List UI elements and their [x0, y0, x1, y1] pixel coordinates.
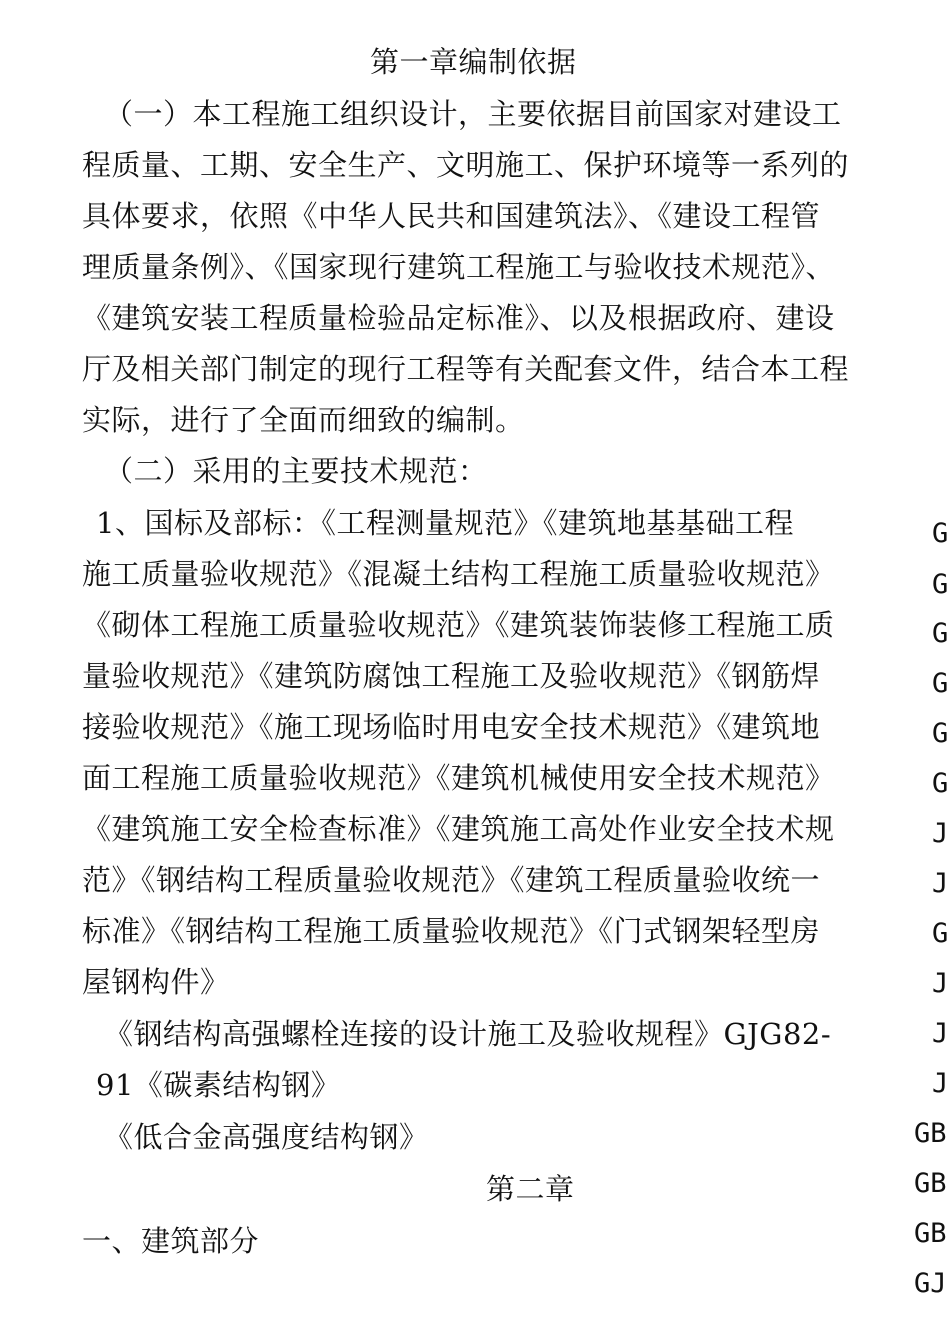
- para3-line: 范》《钢结构工程质量验收规范》《建筑工程质量验收统一: [82, 863, 821, 897]
- para1-line: 程质量、工期、安全生产、文明施工、保护环境等一系列的: [82, 148, 850, 182]
- right-code: J: [932, 818, 949, 849]
- right-code: G: [932, 518, 949, 549]
- right-code: J: [932, 868, 949, 899]
- para1-line: 理质量条例》、《国家现行建筑工程施工与验收技术规范》、: [82, 250, 836, 284]
- para3-line: 《砌体工程施工质量验收规范》《建筑装饰装修工程施工质: [82, 608, 835, 642]
- right-code: G: [932, 718, 949, 749]
- right-code: GB: [914, 1218, 947, 1249]
- para3-line: 1、国标及部标：《工程测量规范》《建筑地基基础工程: [96, 506, 794, 540]
- para3-line: 屋钢构件》: [82, 965, 230, 999]
- para3-line: 施工质量验收规范》《混凝土结构工程施工质量验收规范》: [82, 557, 835, 591]
- para3-line: 《建筑施工安全检查标准》《建筑施工高处作业安全技术规: [82, 812, 835, 846]
- right-code: GB: [914, 1168, 947, 1199]
- para1-line: 具体要求，依照《中华人民共和国建筑法》、《建设工程管: [82, 199, 821, 233]
- para1-line: 实际，进行了全面而细致的编制。: [82, 403, 525, 437]
- para3-line: 接验收规范》《施工现场临时用电安全技术规范》《建筑地: [82, 710, 821, 744]
- low-alloy-steel-line: 《低合金高强度结构钢》: [104, 1120, 429, 1154]
- carbon-steel-line: 91《碳素结构钢》: [96, 1068, 341, 1102]
- para1-line: 《建筑安装工程质量检验品定标准》、以及根据政府、建设: [82, 301, 835, 335]
- chapter2-title: 第二章: [486, 1172, 575, 1206]
- para1-line: （一）本工程施工组织设计，主要依据目前国家对建设工: [104, 97, 842, 131]
- right-code: G: [932, 569, 949, 600]
- right-code: G: [932, 918, 949, 949]
- right-code: J: [932, 1068, 949, 1099]
- bolt-standard-line: 《钢结构高强螺栓连接的设计施工及验收规程》GJG82-: [104, 1017, 832, 1051]
- right-code: G: [932, 668, 949, 699]
- right-code: J: [932, 1018, 949, 1049]
- para1-line: 厅及相关部门制定的现行工程等有关配套文件，结合本工程: [82, 352, 850, 386]
- right-code: J: [932, 968, 949, 999]
- para3-line: 标准》《钢结构工程施工质量验收规范》《门式钢架轻型房: [82, 914, 821, 948]
- right-code: GB: [914, 1118, 947, 1149]
- para3-line: 量验收规范》《建筑防腐蚀工程施工及验收规范》《钢筋焊: [82, 659, 821, 693]
- section1-heading: 一、建筑部分: [82, 1224, 260, 1258]
- para3-line: 面工程施工质量验收规范》《建筑机械使用安全技术规范》: [82, 761, 835, 795]
- right-code: GJ: [914, 1268, 947, 1299]
- para2-heading: （二）采用的主要技术规范：: [104, 454, 488, 488]
- right-code: G: [932, 618, 949, 649]
- chapter1-title: 第一章编制依据: [370, 45, 577, 79]
- right-code: G: [932, 768, 949, 799]
